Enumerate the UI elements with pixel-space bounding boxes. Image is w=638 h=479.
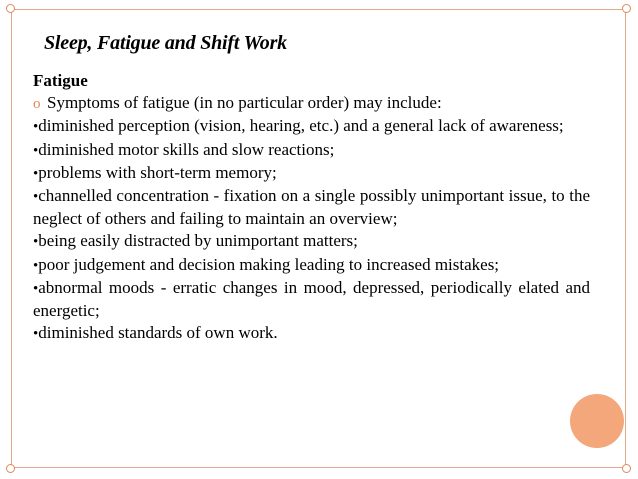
- bullet-icon: •: [33, 234, 39, 251]
- list-item: [33, 162, 590, 185]
- slide-title: Sleep, Fatigue and Shift Work: [44, 32, 287, 54]
- list-item-text: diminished standards of own work.: [38, 323, 278, 343]
- list-item-text: channelled concentration - fixation on a single possibly unimportant issue, to the neglect of others and failing to maintain an overview;: [33, 186, 590, 229]
- list-item-text: diminished motor skills and slow reactions;: [38, 139, 335, 159]
- list-item-text: problems with short-term memory;: [38, 162, 277, 182]
- frame-corner-dot-bottom-left: [6, 464, 15, 473]
- list-item: [33, 277, 590, 322]
- list-item: [33, 230, 590, 253]
- list-item-text: being easily distracted by unimportant matters;: [38, 231, 358, 251]
- bullet-icon: •: [33, 165, 39, 182]
- list-item: [33, 115, 590, 138]
- list-item: [33, 185, 590, 230]
- section-heading: Fatigue: [33, 71, 88, 90]
- intro-text: Symptoms of fatigue (in no particular order) may include:: [47, 93, 442, 113]
- list-item: [33, 254, 590, 277]
- list-item-text: abnormal moods - erratic changes in mood, depressed, periodically elated and energetic;: [33, 277, 590, 321]
- accent-circle: [570, 394, 624, 448]
- bullet-icon: •: [33, 257, 39, 274]
- frame-corner-dot-top-left: [6, 4, 15, 13]
- intro-line: [33, 92, 590, 115]
- list-item-text: poor judgement and decision making leading to increased mistakes;: [38, 254, 500, 274]
- slide-body: [33, 70, 590, 345]
- bullet-icon: •: [33, 142, 39, 159]
- frame-corner-dot-bottom-right: [622, 464, 631, 473]
- bullet-icon: •: [33, 189, 39, 206]
- list-item: [33, 322, 590, 345]
- bullet-icon: •: [33, 326, 39, 343]
- list-item: [33, 139, 590, 162]
- circle-bullet-icon: o: [33, 96, 41, 113]
- list-item-text: diminished perception (vision, hearing, etc.) and a general lack of awareness;: [38, 116, 564, 136]
- frame-corner-dot-top-right: [622, 4, 631, 13]
- bullet-icon: •: [33, 280, 39, 297]
- bullet-icon: •: [33, 119, 39, 136]
